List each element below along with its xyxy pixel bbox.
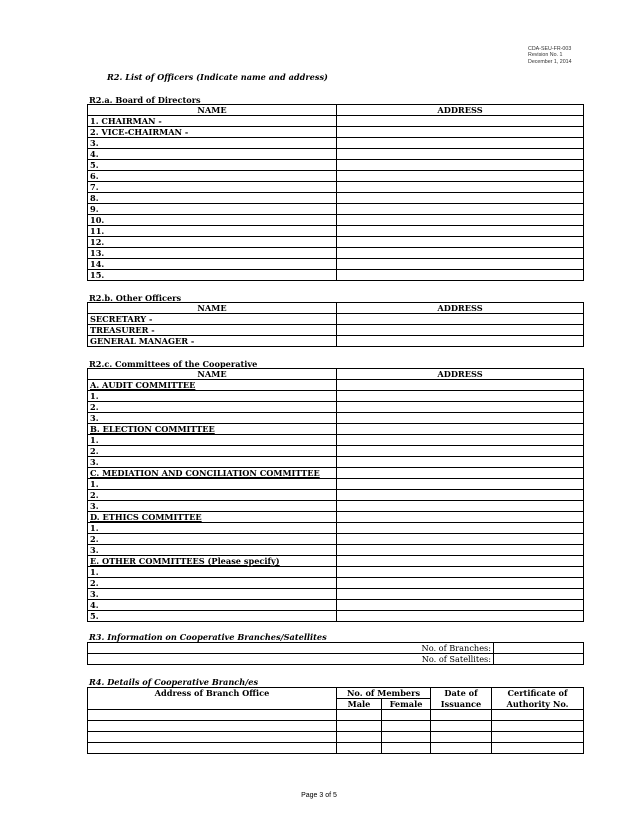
committee-heading-label: D. ETHICS COMMITTEE	[90, 512, 202, 522]
address-field[interactable]	[337, 413, 584, 424]
name-header: NAME	[88, 105, 337, 116]
name-field[interactable]	[88, 127, 337, 138]
address-field[interactable]	[337, 116, 584, 127]
revision-number: Revision No. 1	[528, 52, 563, 59]
address-field[interactable]	[337, 457, 584, 468]
branch-address-header-cont	[88, 699, 337, 710]
row-label: 1. CHAIRMAN -	[90, 116, 162, 126]
address-field[interactable]	[337, 402, 584, 413]
row-label: 5.	[90, 611, 99, 621]
r2b-title: R2.b. Other Officers	[89, 293, 182, 303]
address-field[interactable]	[337, 226, 584, 237]
address-field[interactable]	[337, 336, 584, 347]
row-label: 11.	[90, 226, 105, 236]
table-row	[88, 446, 584, 457]
name-field[interactable]	[88, 457, 337, 468]
row-label: 3.	[90, 138, 99, 148]
row-label: 2.	[90, 578, 99, 588]
name-field[interactable]	[88, 479, 337, 490]
address-header: ADDRESS	[337, 303, 584, 314]
table-row	[88, 578, 584, 589]
table-row	[88, 160, 584, 171]
address-field[interactable]	[337, 259, 584, 270]
address-field[interactable]	[337, 446, 584, 457]
row-label: 15.	[90, 270, 105, 280]
table-row	[88, 589, 584, 600]
table-row	[88, 314, 584, 325]
committee-heading	[88, 556, 337, 567]
table-row	[88, 710, 584, 721]
table-row	[88, 468, 584, 479]
certificate-number-field[interactable]	[492, 743, 584, 754]
row-label: 6.	[90, 171, 99, 181]
address-field[interactable]	[337, 270, 584, 281]
table-row	[88, 325, 584, 336]
name-field[interactable]	[88, 611, 337, 622]
table-row	[88, 490, 584, 501]
male-header: Male	[337, 699, 382, 710]
name-field[interactable]	[88, 413, 337, 424]
row-label: 1.	[90, 435, 99, 445]
table-row	[88, 721, 584, 732]
row-label: 3.	[90, 545, 99, 555]
address-field[interactable]	[337, 248, 584, 259]
table-row	[88, 534, 584, 545]
page-number: Page 3 of 5	[301, 792, 337, 799]
name-field[interactable]	[88, 314, 337, 325]
name-field[interactable]	[88, 501, 337, 512]
row-label: 4.	[90, 600, 99, 610]
date-of-issuance-field[interactable]	[431, 732, 492, 743]
male-count-field[interactable]	[337, 710, 382, 721]
satellites-value-field[interactable]	[494, 654, 584, 665]
row-label: 5.	[90, 160, 99, 170]
table-row	[88, 182, 584, 193]
name-field[interactable]	[88, 545, 337, 556]
table-row	[88, 226, 584, 237]
row-label: 8.	[90, 193, 99, 203]
table-row	[88, 457, 584, 468]
row-label: 14.	[90, 259, 105, 269]
table-row	[88, 600, 584, 611]
address-field[interactable]	[337, 138, 584, 149]
table-row	[88, 237, 584, 248]
row-label: 2.	[90, 446, 99, 456]
name-field[interactable]	[88, 435, 337, 446]
female-count-field[interactable]	[382, 743, 431, 754]
table-row	[88, 171, 584, 182]
table-row	[88, 413, 584, 424]
date-of-issuance-field[interactable]	[431, 743, 492, 754]
female-count-field[interactable]	[382, 732, 431, 743]
name-field[interactable]	[88, 149, 337, 160]
table-row	[88, 479, 584, 490]
r2c-title: R2.c. Committees of the Cooperative	[89, 359, 258, 369]
certificate-number-field[interactable]	[492, 710, 584, 721]
r2a-title: R2.a. Board of Directors	[89, 95, 201, 105]
board-of-directors-table	[87, 104, 584, 281]
male-count-field[interactable]	[337, 732, 382, 743]
address-field[interactable]	[337, 578, 584, 589]
name-field[interactable]	[88, 578, 337, 589]
table-row	[88, 512, 584, 523]
name-header: NAME	[88, 303, 337, 314]
other-officers-table	[87, 302, 584, 347]
name-field[interactable]	[88, 171, 337, 182]
table-row	[88, 743, 584, 754]
name-field[interactable]	[88, 160, 337, 171]
address-field[interactable]	[337, 512, 584, 523]
name-field[interactable]	[88, 193, 337, 204]
branch-address-field[interactable]	[88, 710, 337, 721]
table-row	[88, 248, 584, 259]
name-field[interactable]	[88, 182, 337, 193]
row-label: 1.	[90, 391, 99, 401]
address-field[interactable]	[337, 589, 584, 600]
row-label: 2.	[90, 402, 99, 412]
name-field[interactable]	[88, 523, 337, 534]
address-field[interactable]	[337, 534, 584, 545]
address-header: ADDRESS	[337, 369, 584, 380]
address-field[interactable]	[337, 182, 584, 193]
female-count-field[interactable]	[382, 721, 431, 732]
certificate-number-field[interactable]	[492, 721, 584, 732]
branch-details-table	[87, 687, 584, 754]
satellites-label: No. of Satellites:	[88, 654, 494, 665]
name-field[interactable]	[88, 600, 337, 611]
name-field[interactable]	[88, 116, 337, 127]
address-field[interactable]	[337, 611, 584, 622]
committee-heading-label: B. ELECTION COMMITTEE	[90, 424, 215, 434]
address-field[interactable]	[337, 127, 584, 138]
address-field[interactable]	[337, 160, 584, 171]
address-field[interactable]	[337, 215, 584, 226]
address-field[interactable]	[337, 567, 584, 578]
female-header: Female	[382, 699, 431, 710]
table-row	[88, 556, 584, 567]
address-field[interactable]	[337, 468, 584, 479]
row-label: 3.	[90, 457, 99, 467]
date-of-issuance-field[interactable]	[431, 710, 492, 721]
committee-heading	[88, 380, 337, 391]
row-label: SECRETARY -	[90, 314, 153, 324]
document-code-block	[528, 46, 572, 65]
name-field[interactable]	[88, 215, 337, 226]
table-row	[88, 116, 584, 127]
name-field[interactable]	[88, 391, 337, 402]
r4-title: R4. Details of Cooperative Branch/es	[89, 677, 259, 687]
row-label: GENERAL MANAGER -	[90, 336, 195, 346]
male-count-field[interactable]	[337, 743, 382, 754]
name-field[interactable]	[88, 336, 337, 347]
table-row	[88, 567, 584, 578]
name-field[interactable]	[88, 226, 337, 237]
branch-address-field[interactable]	[88, 732, 337, 743]
branches-value-field[interactable]	[494, 643, 584, 654]
address-field[interactable]	[337, 325, 584, 336]
date-of-issuance-field[interactable]	[431, 721, 492, 732]
table-row	[88, 402, 584, 413]
branch-address-field[interactable]	[88, 743, 337, 754]
table-row	[88, 380, 584, 391]
name-field[interactable]	[88, 534, 337, 545]
branch-address-field[interactable]	[88, 721, 337, 732]
address-field[interactable]	[337, 479, 584, 490]
address-field[interactable]	[337, 380, 584, 391]
address-field[interactable]	[337, 424, 584, 435]
table-row	[88, 545, 584, 556]
date-header-line1: Date of	[431, 688, 492, 699]
row-label: 12.	[90, 237, 105, 247]
branches-satellites-table	[87, 642, 584, 665]
address-field[interactable]	[337, 490, 584, 501]
table-row	[88, 149, 584, 160]
address-field[interactable]	[337, 391, 584, 402]
name-field[interactable]	[88, 446, 337, 457]
address-field[interactable]	[337, 204, 584, 215]
female-count-field[interactable]	[382, 710, 431, 721]
name-field[interactable]	[88, 490, 337, 501]
address-header: ADDRESS	[337, 105, 584, 116]
address-field[interactable]	[337, 149, 584, 160]
table-row	[88, 138, 584, 149]
name-field[interactable]	[88, 325, 337, 336]
address-field[interactable]	[337, 237, 584, 248]
name-field[interactable]	[88, 237, 337, 248]
committees-table	[87, 368, 584, 622]
name-field[interactable]	[88, 402, 337, 413]
row-label: 3.	[90, 501, 99, 511]
certificate-header-line2: Authority No.	[492, 699, 584, 710]
row-label: 9.	[90, 204, 99, 214]
row-label: 2. VICE-CHAIRMAN -	[90, 127, 189, 137]
name-field[interactable]	[88, 589, 337, 600]
table-row	[88, 127, 584, 138]
name-field[interactable]	[88, 567, 337, 578]
certificate-number-field[interactable]	[492, 732, 584, 743]
branches-label: No. of Branches:	[88, 643, 494, 654]
table-row	[88, 523, 584, 534]
date-header-line2: Issuance	[431, 699, 492, 710]
table-row	[88, 501, 584, 512]
name-field[interactable]	[88, 270, 337, 281]
revision-date: December 1, 2014	[528, 58, 572, 65]
row-label: 3.	[90, 413, 99, 423]
address-field[interactable]	[337, 193, 584, 204]
committee-heading	[88, 512, 337, 523]
address-field[interactable]	[337, 501, 584, 512]
table-row	[88, 259, 584, 270]
name-field[interactable]	[88, 204, 337, 215]
table-row	[88, 611, 584, 622]
committee-heading-label: A. AUDIT COMMITTEE	[90, 380, 196, 390]
row-label: 1.	[90, 479, 99, 489]
address-field[interactable]	[337, 545, 584, 556]
certificate-header-line1: Certificate of	[492, 688, 584, 699]
members-header: No. of Members	[337, 688, 431, 699]
name-field[interactable]	[88, 138, 337, 149]
address-field[interactable]	[337, 435, 584, 446]
committee-heading	[88, 424, 337, 435]
row-label: 13.	[90, 248, 105, 258]
row-label: 7.	[90, 182, 99, 192]
row-label: 1.	[90, 523, 99, 533]
address-field[interactable]	[337, 314, 584, 325]
address-field[interactable]	[337, 556, 584, 567]
row-label: 2.	[90, 490, 99, 500]
table-row	[88, 336, 584, 347]
committee-heading-label: E. OTHER COMMITTEES (Please specify)	[90, 556, 280, 566]
address-field[interactable]	[337, 523, 584, 534]
row-label: 1.	[90, 567, 99, 577]
name-field[interactable]	[88, 248, 337, 259]
table-row	[88, 391, 584, 402]
table-row	[88, 193, 584, 204]
table-row	[88, 424, 584, 435]
r2-title: R2. List of Officers (Indicate name and address)	[107, 72, 328, 82]
committee-heading-label: C. MEDIATION AND CONCILIATION COMMITTEE	[90, 468, 320, 478]
male-count-field[interactable]	[337, 721, 382, 732]
row-label: TREASURER -	[90, 325, 155, 335]
row-label: 2.	[90, 534, 99, 544]
committee-heading	[88, 468, 337, 479]
form-number: CDA-SEU-FR-003	[528, 46, 572, 52]
table-row	[88, 204, 584, 215]
table-row	[88, 215, 584, 226]
row-label: 3.	[90, 589, 99, 599]
name-field[interactable]	[88, 259, 337, 270]
address-field[interactable]	[337, 171, 584, 182]
r3-title: R3. Information on Cooperative Branches/Satellites	[89, 632, 327, 642]
table-row	[88, 435, 584, 446]
table-row	[88, 270, 584, 281]
name-header: NAME	[88, 369, 337, 380]
row-label: 10.	[90, 215, 105, 225]
table-row	[88, 732, 584, 743]
address-field[interactable]	[337, 600, 584, 611]
branch-address-header: Address of Branch Office	[88, 688, 337, 699]
row-label: 4.	[90, 149, 99, 159]
